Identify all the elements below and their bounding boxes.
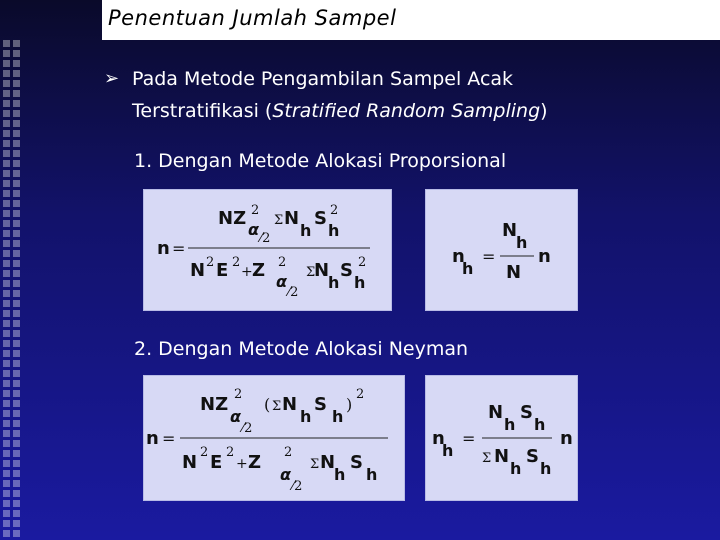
svg-text:h: h — [504, 415, 516, 434]
svg-text:α: α — [230, 407, 241, 426]
svg-text:): ) — [346, 395, 353, 414]
svg-text:2: 2 — [284, 445, 293, 460]
svg-text:2: 2 — [330, 203, 339, 218]
svg-text:n: n — [146, 428, 159, 449]
svg-text:h: h — [442, 441, 454, 460]
svg-text:NZ: NZ — [218, 208, 247, 229]
svg-text:h: h — [332, 407, 344, 426]
svg-text:⁄2: ⁄2 — [288, 285, 299, 300]
svg-text:2: 2 — [234, 387, 243, 402]
svg-text:h: h — [300, 407, 312, 426]
svg-text:Z: Z — [248, 452, 262, 473]
svg-text:E: E — [216, 260, 229, 281]
svg-text:S: S — [340, 260, 353, 281]
svg-text:h: h — [300, 221, 312, 240]
svg-text:N: N — [314, 260, 330, 281]
svg-text:N: N — [494, 446, 510, 467]
svg-text:=: = — [172, 239, 186, 258]
svg-text:h: h — [354, 273, 366, 292]
svg-text:n: n — [538, 246, 551, 267]
svg-text:n: n — [452, 246, 465, 267]
formula-nh-proportional — [425, 189, 578, 311]
svg-text:Z: Z — [252, 260, 266, 281]
svg-text:h: h — [516, 233, 528, 252]
svg-text:N: N — [282, 394, 298, 415]
svg-text:h: h — [510, 459, 522, 478]
svg-text:n: n — [560, 428, 573, 449]
svg-text:h: h — [540, 459, 552, 478]
svg-text:n: n — [157, 238, 170, 259]
svg-text:2: 2 — [278, 255, 287, 270]
svg-text:=: = — [162, 429, 176, 448]
bullet-text-italic: Stratified Random Sampling — [272, 100, 541, 122]
svg-text:h: h — [334, 465, 346, 484]
svg-text:h: h — [366, 465, 378, 484]
svg-text:2: 2 — [232, 255, 241, 270]
svg-text:+: + — [236, 456, 248, 472]
formula-n-neyman — [143, 375, 405, 501]
item-neyman: 2. Dengan Metode Alokasi Neyman — [134, 338, 469, 360]
svg-text:S: S — [520, 402, 533, 423]
bullet-text-suffix: ) — [540, 100, 548, 122]
svg-text:(: ( — [264, 395, 271, 414]
svg-text:S: S — [350, 452, 363, 473]
svg-text:S: S — [314, 208, 327, 229]
formula-n-proportional — [143, 189, 392, 311]
slide-title: Penentuan Jumlah Sampel — [108, 6, 397, 30]
svg-text:Σ: Σ — [274, 213, 284, 228]
svg-text:N: N — [506, 262, 522, 283]
svg-text:2: 2 — [356, 387, 365, 402]
svg-text:Σ: Σ — [482, 451, 492, 466]
arrow-bullet-icon: ➢ — [104, 68, 120, 89]
svg-text:N: N — [190, 260, 206, 281]
svg-text:N: N — [488, 402, 504, 423]
item-proportional: 1. Dengan Metode Alokasi Proporsional — [134, 150, 507, 172]
svg-text:2: 2 — [226, 445, 235, 460]
svg-text:α: α — [248, 220, 259, 239]
svg-text:S: S — [314, 394, 327, 415]
svg-text:2: 2 — [206, 255, 215, 270]
svg-text:NZ: NZ — [200, 394, 229, 415]
svg-text:=: = — [462, 429, 476, 448]
svg-text:h: h — [462, 259, 474, 278]
bullet-text-line2 — [132, 100, 548, 122]
formula-nh-neyman — [425, 375, 578, 501]
svg-text:2: 2 — [200, 445, 209, 460]
svg-text:N: N — [502, 220, 518, 241]
svg-text:2: 2 — [358, 255, 367, 270]
svg-text:h: h — [534, 415, 546, 434]
bullet-text-prefix: Terstratifikasi ( — [132, 100, 273, 122]
svg-text:α: α — [280, 465, 291, 484]
svg-text:=: = — [482, 247, 496, 266]
svg-text:2: 2 — [251, 203, 260, 218]
svg-text:E: E — [210, 452, 223, 473]
svg-text:α: α — [276, 272, 287, 291]
bullet-text-line1: Pada Metode Pengambilan Sampel Acak — [132, 68, 514, 90]
svg-text:N: N — [284, 208, 300, 229]
svg-text:h: h — [328, 273, 340, 292]
svg-text:⁄2: ⁄2 — [292, 479, 303, 494]
svg-text:S: S — [526, 446, 539, 467]
svg-text:n: n — [432, 428, 445, 449]
svg-text:Σ: Σ — [272, 399, 282, 414]
svg-text:+: + — [241, 264, 253, 280]
svg-text:Σ: Σ — [306, 265, 316, 280]
svg-text:⁄2: ⁄2 — [242, 421, 253, 436]
svg-text:Σ: Σ — [310, 457, 320, 472]
svg-text:N: N — [320, 452, 336, 473]
svg-text:⁄2: ⁄2 — [260, 231, 271, 246]
svg-text:N: N — [182, 452, 198, 473]
svg-text:h: h — [328, 221, 340, 240]
decorative-stripe — [0, 40, 22, 540]
